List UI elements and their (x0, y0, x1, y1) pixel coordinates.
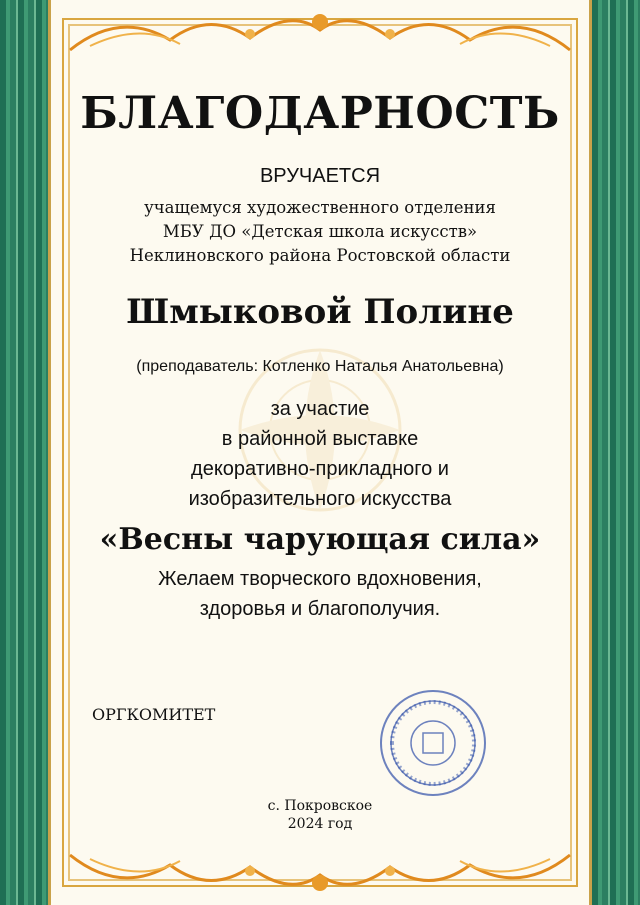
body-line-1: за участие (270, 398, 370, 420)
certificate-title: БЛАГОДАРНОСТЬ (80, 88, 560, 139)
org-line-3: Неклиновского района Ростовской области (129, 246, 511, 265)
org-line-1: учащемуся художественного отделения (144, 198, 496, 217)
committee-signature: ОРГКОМИТЕТ (92, 705, 216, 724)
teacher-line: (преподаватель: Котленко Наталья Анатольевна) (136, 358, 504, 375)
wish-line-2: здоровья и благополучия. (199, 598, 441, 620)
wish-line-1: Желаем творческого вдохновения, (158, 568, 482, 590)
awarded-label: ВРУЧАЕТСЯ (259, 165, 381, 187)
official-stamp-seal (378, 688, 488, 798)
year-label: 2024 год (287, 816, 353, 832)
org-line-2: МБУ ДО «Детская школа искусств» (162, 222, 478, 241)
body-line-4: изобразительного искусства (188, 488, 452, 510)
body-line-3: декоративно-прикладного и (191, 458, 449, 480)
place-label: с. Покровское (267, 798, 373, 814)
event-name: «Весны чарующая сила» (99, 522, 541, 557)
recipient-name: Шмыковой Полине (126, 292, 514, 332)
bottom-ornament (0, 849, 640, 905)
top-ornament (0, 0, 640, 56)
body-line-2: в районной выставке (221, 428, 419, 450)
